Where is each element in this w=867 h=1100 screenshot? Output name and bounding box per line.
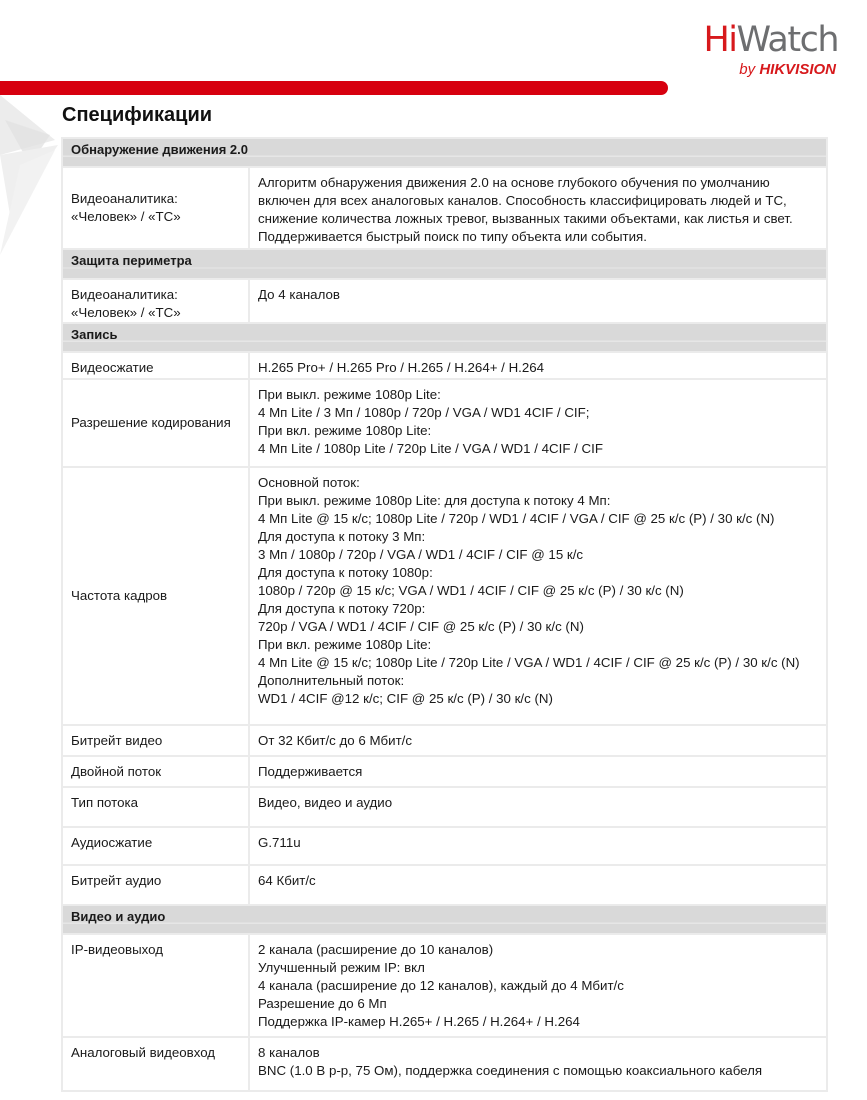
row-value [249, 467, 827, 725]
section-header [62, 138, 827, 167]
value-line: При вкл. режиме 1080p Lite: [258, 637, 432, 652]
value-line: Основной поток: [258, 475, 360, 490]
section-header [62, 323, 827, 352]
value-line: 4 Мп Lite @ 15 к/с; 1080p Lite / 720p Lite / VGA / WD1 / 4CIF / CIF @ 25 к/с (P) / 30 к/с (N) [258, 655, 800, 670]
value-line: включен для всех аналоговых каналов. Способность классифицировать людей и ТС, [258, 193, 787, 208]
table-row [62, 1037, 827, 1091]
value-line: 64 Кбит/с [258, 873, 316, 888]
row-label [62, 467, 249, 725]
table-row [62, 467, 827, 725]
value-line: 2 канала (расширение до 10 каналов) [258, 942, 494, 957]
table-row [62, 787, 827, 827]
row-value [249, 865, 827, 905]
value-line: 720p / VGA / WD1 / 4CIF / CIF @ 25 к/с (P) / 30 к/с (N) [258, 619, 584, 634]
value-line: Поддерживается быстрый поиск по типу объекта или события. [258, 229, 647, 244]
row-label [62, 1037, 249, 1091]
row-label [62, 756, 249, 787]
label-line: «Человек» / «ТС» [71, 209, 181, 224]
logo-hikvision: HIKVISION [759, 61, 836, 78]
value-line: H.265 Pro+ / H.265 Pro / H.265 / H.264+ / H.264 [258, 360, 545, 375]
label-line: Битрейт видео [71, 733, 163, 748]
value-line: снижение количества ложных тревог, вызванных такими объектами, как листья и свет. [258, 211, 793, 226]
table-row [62, 167, 827, 249]
value-line: 3 Мп / 1080p / 720p / VGA / WD1 / 4CIF / CIF @ 15 к/с [258, 547, 584, 562]
hiwatch-logo [666, 20, 838, 82]
label-line: Частота кадров [71, 588, 168, 603]
row-value [249, 1037, 827, 1091]
table-row [62, 827, 827, 865]
value-line: Дополнительный поток: [258, 673, 405, 688]
row-value [249, 787, 827, 827]
table-row [62, 352, 827, 379]
table-row [62, 379, 827, 467]
row-value [249, 279, 827, 323]
label-line: Разрешение кодирования [71, 415, 231, 430]
row-label [62, 352, 249, 379]
value-line: G.711u [258, 835, 301, 850]
label-line: Видеоаналитика: [71, 287, 178, 302]
row-label [62, 379, 249, 467]
row-label [62, 827, 249, 865]
row-value [249, 725, 827, 756]
value-line: 1080p / 720p @ 15 к/с; VGA / WD1 / 4CIF / CIF @ 25 к/с (P) / 30 к/с (N) [258, 583, 684, 598]
value-line: 4 Мп Lite / 3 Мп / 1080p / 720p / VGA / WD1 4CIF / CIF; [258, 405, 590, 420]
page-title: Спецификации [62, 104, 213, 126]
header-accent-bar [0, 81, 668, 95]
section-header [62, 905, 827, 934]
section-title: Запись [62, 323, 827, 352]
logo-watch: Watch [736, 20, 838, 60]
section-header [62, 249, 827, 279]
value-line: Алгоритм обнаружения движения 2.0 на основе глубокого обучения по умолчанию [258, 175, 770, 190]
value-line: При выкл. режиме 1080p Lite: [258, 387, 441, 402]
value-line: 4 Мп Lite / 1080p Lite / 720p Lite / VGA / WD1 / 4CIF / CIF [258, 441, 603, 456]
value-line: До 4 каналов [258, 287, 340, 302]
value-line: Поддерживается [258, 764, 363, 779]
label-line: Двойной поток [71, 764, 162, 779]
label-line: «Человек» / «ТС» [71, 305, 181, 320]
row-value [249, 756, 827, 787]
value-line: 4 Мп Lite @ 15 к/с; 1080p Lite / 720p / WD1 / 4CIF / VGA / CIF @ 25 к/с (P) / 30 к/с (N) [258, 511, 775, 526]
value-line: 4 канала (расширение до 12 каналов), каждый до 4 Мбит/с [258, 978, 624, 993]
label-line: Аудиосжатие [71, 835, 153, 850]
label-line: IP-видеовыход [71, 942, 164, 957]
value-line: Разрешение до 6 Мп [258, 996, 387, 1011]
value-line: Поддержка IP-камер H.265+ / H.265 / H.264+ / H.264 [258, 1014, 580, 1029]
value-line: От 32 Кбит/с до 6 Мбит/с [258, 733, 413, 748]
row-label [62, 934, 249, 1037]
value-line: WD1 / 4CIF @12 к/с; CIF @ 25 к/с (P) / 30 к/с (N) [258, 691, 553, 706]
value-line: Видео, видео и аудио [258, 795, 393, 810]
value-line: Для доступа к потоку 720p: [258, 601, 426, 616]
label-line: Битрейт аудио [71, 873, 162, 888]
value-line: 8 каналов [258, 1045, 320, 1060]
value-line: Для доступа к потоку 1080p: [258, 565, 433, 580]
table-row [62, 934, 827, 1037]
row-value [249, 352, 827, 379]
logo-by: by [739, 61, 760, 78]
label-line: Видеоаналитика: [71, 191, 178, 206]
logo-hi: Hi [703, 20, 737, 60]
section-title: Видео и аудио [62, 905, 827, 934]
value-line: Улучшенный режим IP: вкл [258, 960, 425, 975]
section-title: Защита периметра [62, 249, 827, 279]
row-value [249, 167, 827, 249]
value-line: При выкл. режиме 1080p Lite: для доступа к потоку 4 Мп: [258, 493, 611, 508]
table-row [62, 756, 827, 787]
spec-table [61, 137, 828, 1092]
label-line: Аналоговый видеовход [71, 1045, 216, 1060]
row-label [62, 279, 249, 323]
row-label [62, 167, 249, 249]
value-line: Для доступа к потоку 3 Мп: [258, 529, 426, 544]
table-row [62, 725, 827, 756]
decorative-watermark-icon [0, 95, 60, 255]
table-row [62, 865, 827, 905]
label-line: Тип потока [71, 795, 139, 810]
row-value [249, 827, 827, 865]
value-line: BNC (1.0 В р-р, 75 Ом), поддержка соединения с помощью коаксиального кабеля [258, 1063, 763, 1078]
row-label [62, 787, 249, 827]
row-value [249, 934, 827, 1037]
table-row [62, 279, 827, 323]
value-line: При вкл. режиме 1080p Lite: [258, 423, 432, 438]
row-value [249, 379, 827, 467]
row-label [62, 725, 249, 756]
section-title: Обнаружение движения 2.0 [62, 138, 827, 167]
label-line: Видеосжатие [71, 360, 154, 375]
row-label [62, 865, 249, 905]
